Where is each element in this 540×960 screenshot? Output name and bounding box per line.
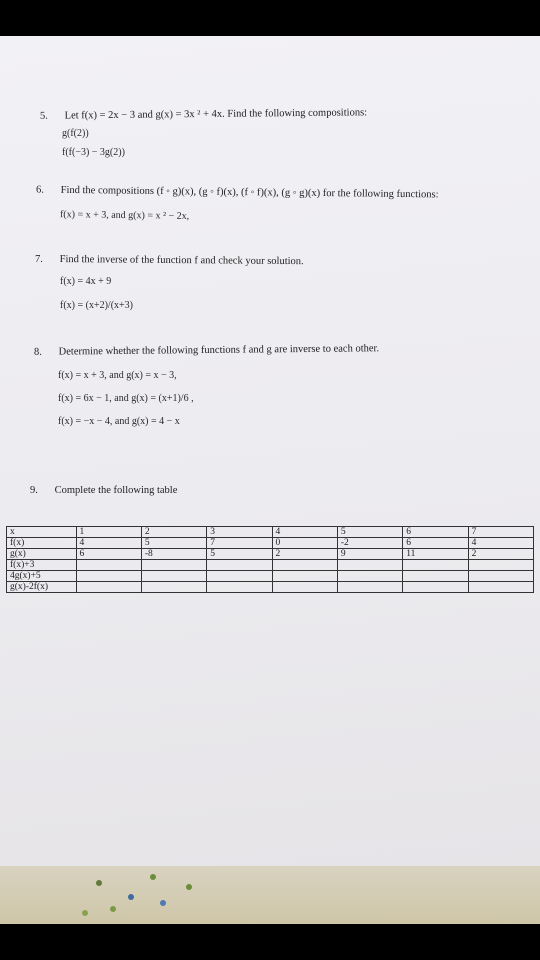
table-cell bbox=[468, 582, 533, 593]
table-cell: 1 bbox=[76, 527, 141, 538]
fabric-dot bbox=[160, 900, 166, 906]
table-cell bbox=[76, 571, 141, 582]
table-cell: 5 bbox=[141, 538, 206, 549]
table-cell bbox=[76, 560, 141, 571]
problem-5-item-1: g(f(2)) bbox=[62, 128, 89, 139]
problem-7-item-1: f(x) = 4x + 9 bbox=[60, 276, 112, 287]
table-cell: 2 bbox=[141, 527, 206, 538]
table-cell: 4 bbox=[468, 538, 533, 549]
table-cell bbox=[468, 571, 533, 582]
table-cell bbox=[403, 560, 468, 571]
table-cell bbox=[272, 582, 337, 593]
row-label: x bbox=[7, 527, 77, 538]
table-cell bbox=[272, 571, 337, 582]
problem-number: 8. bbox=[33, 346, 42, 358]
table-cell: 4 bbox=[76, 538, 141, 549]
table-cell: 4 bbox=[272, 527, 337, 538]
problem-number: 6. bbox=[35, 184, 44, 196]
fabric-dot bbox=[110, 906, 116, 912]
problem-text: Find the inverse of the function f and check your solution. bbox=[59, 254, 304, 268]
fabric-dot bbox=[128, 894, 134, 900]
table-cell: 6 bbox=[76, 549, 141, 560]
problem-8-item-2: f(x) = 6x − 1, and g(x) = (x+1)/6 , bbox=[58, 393, 194, 404]
row-label: f(x) bbox=[7, 538, 77, 549]
table-cell: 0 bbox=[272, 538, 337, 549]
table-cell bbox=[337, 560, 402, 571]
table-row bbox=[7, 582, 534, 593]
problem-number: 5. bbox=[39, 110, 48, 122]
table-cell: 5 bbox=[337, 527, 402, 538]
table-cell: 6 bbox=[403, 527, 468, 538]
table-cell bbox=[141, 582, 206, 593]
table-row bbox=[7, 560, 534, 571]
table-cell: 2 bbox=[272, 549, 337, 560]
row-label: g(x) bbox=[7, 549, 77, 560]
table-cell bbox=[207, 560, 272, 571]
problem-9 bbox=[30, 484, 177, 498]
table-cell: 7 bbox=[468, 527, 533, 538]
table-cell: -2 bbox=[337, 538, 402, 549]
problem-number: 9. bbox=[30, 485, 38, 496]
table-cell: 2 bbox=[468, 549, 533, 560]
row-label: 4g(x)+5 bbox=[7, 571, 77, 582]
function-table bbox=[6, 526, 534, 593]
photo-frame bbox=[0, 36, 540, 924]
table-row bbox=[7, 527, 534, 538]
problem-8 bbox=[34, 342, 379, 360]
table-cell bbox=[76, 582, 141, 593]
fabric-dot bbox=[82, 910, 88, 916]
table-cell bbox=[141, 560, 206, 571]
table-cell bbox=[272, 560, 337, 571]
table-cell: 5 bbox=[207, 549, 272, 560]
table-cell: -8 bbox=[141, 549, 206, 560]
problem-7-item-2: f(x) = (x+2)/(x+3) bbox=[60, 300, 134, 311]
background-fabric bbox=[0, 866, 540, 924]
fabric-dot bbox=[186, 884, 192, 890]
table-cell: 7 bbox=[207, 538, 272, 549]
problem-5-item-2: f(f(−3) − 3g(2)) bbox=[62, 147, 125, 158]
table-cell: 3 bbox=[207, 527, 272, 538]
worksheet-paper bbox=[0, 36, 540, 866]
problem-6-item-1: f(x) = x + 3, and g(x) = x ² − 2x, bbox=[59, 209, 190, 222]
table-row bbox=[7, 549, 534, 560]
table-cell bbox=[337, 582, 402, 593]
table-cell: 9 bbox=[337, 549, 402, 560]
problem-5 bbox=[40, 106, 367, 123]
problem-text: Let f(x) = 2x − 3 and g(x) = 3x ² + 4x. Find the following compositions: bbox=[64, 107, 368, 122]
row-label: f(x)+3 bbox=[7, 560, 77, 571]
problem-number: 7. bbox=[34, 253, 43, 265]
row-label: g(x)-2f(x) bbox=[7, 582, 77, 593]
table-cell bbox=[403, 571, 468, 582]
table-cell bbox=[141, 571, 206, 582]
table-cell bbox=[403, 582, 468, 593]
table-cell bbox=[207, 571, 272, 582]
fabric-dot bbox=[150, 874, 156, 880]
fabric-dot bbox=[96, 880, 102, 886]
table-row bbox=[7, 571, 534, 582]
table-row bbox=[7, 538, 534, 549]
table-cell bbox=[337, 571, 402, 582]
problem-8-item-3: f(x) = −x − 4, and g(x) = 4 − x bbox=[58, 416, 180, 427]
table-cell: 6 bbox=[403, 538, 468, 549]
problem-text: Determine whether the following functions f and g are inverse to each other. bbox=[58, 343, 380, 358]
problem-7 bbox=[35, 253, 304, 269]
table-cell bbox=[468, 560, 533, 571]
problem-8-item-1: f(x) = x + 3, and g(x) = x − 3, bbox=[58, 370, 177, 381]
table-cell: 11 bbox=[403, 549, 468, 560]
problem-text: Find the compositions (f ◦ g)(x), (g ◦ f)(x), (f ◦ f)(x), (g ◦ g)(x) for the following functions: bbox=[60, 184, 439, 201]
problem-text: Complete the following table bbox=[54, 485, 178, 496]
table-cell bbox=[207, 582, 272, 593]
problem-6 bbox=[36, 184, 439, 203]
